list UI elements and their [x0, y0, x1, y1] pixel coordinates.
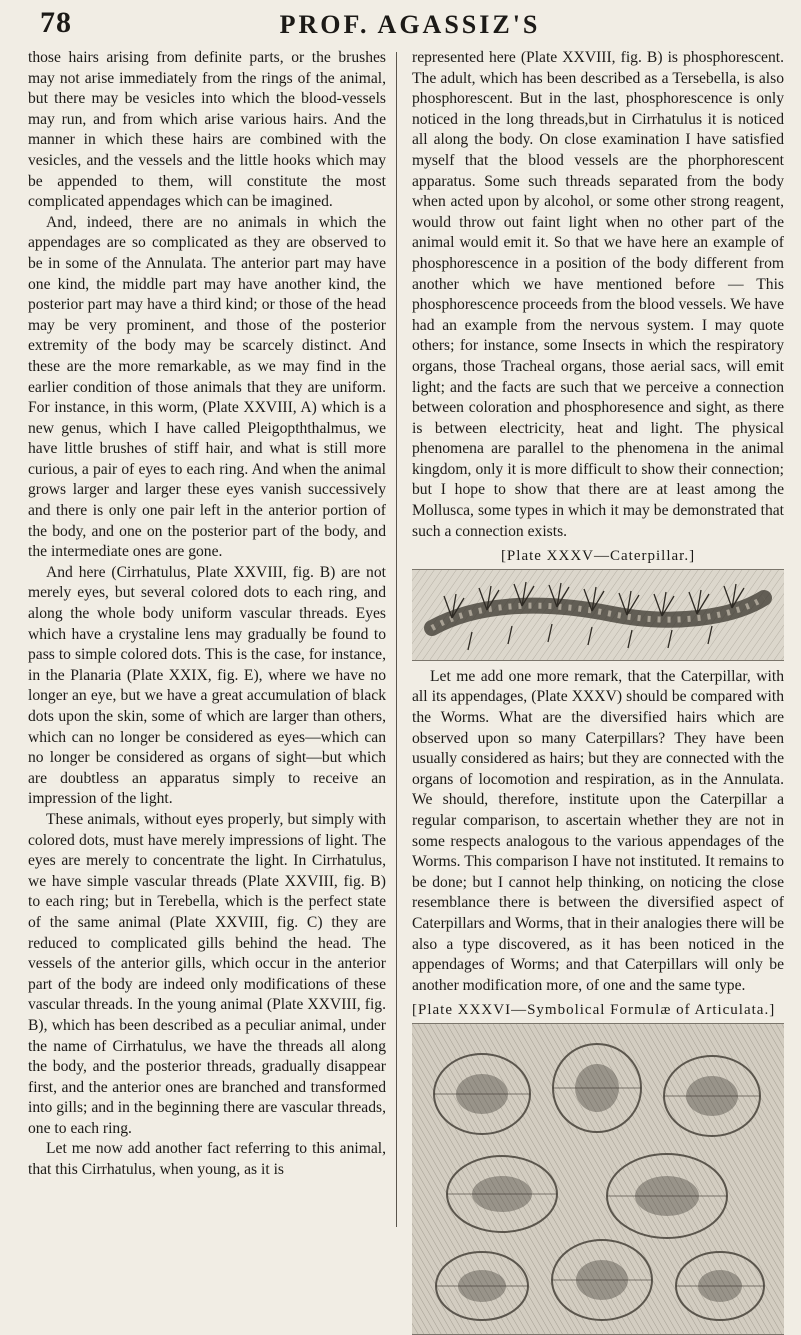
paragraph: represented here (Plate XXVIII, fig. B) is phosphorescent. The adult, which has been described as a Tersebella, is also phosphorescent. But in the last, phosphorescence is only noticed in the long threads,but in Cirrhatulus it is noticed all along the body. On close examination I have satisfied myself that the blood vessels are the phorphorescent apparatus. Some such threads separated from the body when acted upon by alcohol, or some other strong reagent, would throw out faint light when no other part of the animal would emit it. So that we have here an example of phosphorescence in a position of the body different from another which we have mentioned before — This phosphorescence proceeds from the blood vessels. We have had an example from the nervous system. I may quote others; for instance, some Insects in which the respiratory organs, those Tracheal organs, those aerial sacs, will emit light; and the facts are such that we perceive a connection between coloration and phosphoresence and sight, as there is between electricity, heat and light. The physical phenomena are parallel to the phenomena in the animal kingdom, only it is more difficult to show their connection; but I hope to show that there are at least among the Mollusca, some types in which it may be demonstrated that such a connection exists. [412, 49, 784, 540]
right-column [412, 48, 784, 1335]
symbolical-formulae-illustration [412, 1024, 784, 1334]
paragraph: And, indeed, there are no animals in which the appendages are so complicated as they are observed to be in some of the Annulata. The anterior part may have one kind, the middle part may have another kind, the posterior part may have a third kind; or those of the head may be very prominent, and those of the posterior extremity of the body may be scarcely distinct. And these are the more remarkable, as we may find in the earlier condition of those animals that they are uniform. For instance, in this worm, (Plate XXVIII, A) which is a new genus, which I have called Pleigopththalmus, we have little brushes of stiff hair, and what is still more curious, a pair of eyes to each ring. And when the animal grows larger and larger these eyes vanish successively and there is only one pair left in the anterior portion of the body, and one on the posterior part of the body, and the intermediate ones are gone. [28, 213, 386, 561]
plate-caption: [Plate XXXVI—Symbolical Formulæ of Articulata.] [412, 1002, 776, 1019]
caterpillar-plate-image [412, 569, 784, 661]
left-column [28, 48, 386, 1181]
caterpillar-illustration [412, 570, 784, 660]
page-header [40, 6, 780, 42]
column-divider [396, 52, 397, 1227]
symbolical-formulae-plate-image [412, 1023, 784, 1335]
paragraph: Let me add one more remark, that the Caterpillar, with all its appendages, (Plate XXXV) should be compared with the Worms. What are the diversified hairs which are observed upon so many Caterpillars? They have been usually considered as hairs; but they are connected with the organs of locomotion and respiration, as in the Annulata. We should, therefore, institute upon the Caterpillar a regular comparison, to ascertain whether they are not in some respects analogous to the various appendages of the Worms. This comparison I have not instituted. It remains to be done; but I cannot help thinking, on noticing the close resemblance there is between the diversified aspect of Caterpillars and Worms, that in their analogies there will be also a type discovered, as it has been noticed in the appendages of Worms; and that Caterpillars will only be another modification more, of one and the same type. [412, 667, 784, 994]
paragraph: those hairs arising from definite parts, or the brushes may not arise immediately from the rings of the animal, but there may be vesicles into which the blood-vessels may run, and from which arise various hairs. And the manner in which these hairs are combined with the vesicles, and the vessels and the little hooks which may be appended to them, will constitute the most complicated appendages which can be imagined. [28, 49, 386, 211]
paragraph: These animals, without eyes properly, but simply with colored dots, must have merely impressions of light. The eyes are merely to concentrate the light. In Cirrhatulus, we have simple vascular threads (Plate XXVIII, fig. B) to each ring; but in Terebella, which is the perfect state of the same animal (Plate XXVIII, fig. C) they are reduced to complicated gills behind the head. The vessels of the anterior gills, which occur in the anterior part of the body are indeed only modifications of these vascular threads. In the young animal (Plate XXVIII, fig. B), which has been described as a peculiar animal, under the name of Cirrhatulus, we have the threads all along the body, and the posterior threads, gradually disappear first, and the anterior ones are branched and transformed into gills; and in the beginning there are vascular threads, one to each ring. [28, 810, 386, 1137]
paragraph: And here (Cirrhatulus, Plate XXVIII, fig. B) are not merely eyes, but several colored dots to each ring, and along the whole body uniform vascular threads. Eyes which have a crystaline lens may gradually be found to pass to simple colored dots. This is the case, for instance, in the Planaria (Plate XXIX, fig. E), where we have no longer an eye, but we have a great accumulation of black dots upon the skin, some of which are larger than others, which can no longer be considered as eyes—which can no longer be considered as organs of sight—but which are doubtless an apparatus simply to receive an impression of the light. [28, 563, 386, 808]
plate-caption: [Plate XXXV—Caterpillar.] [500, 548, 696, 565]
paragraph: Let me now add another fact referring to this animal, that this Cirrhatulus, when young, as it is [28, 1140, 386, 1179]
page-number: 78 [40, 6, 72, 39]
running-head: PROF. AGASSIZ'S [279, 10, 541, 39]
